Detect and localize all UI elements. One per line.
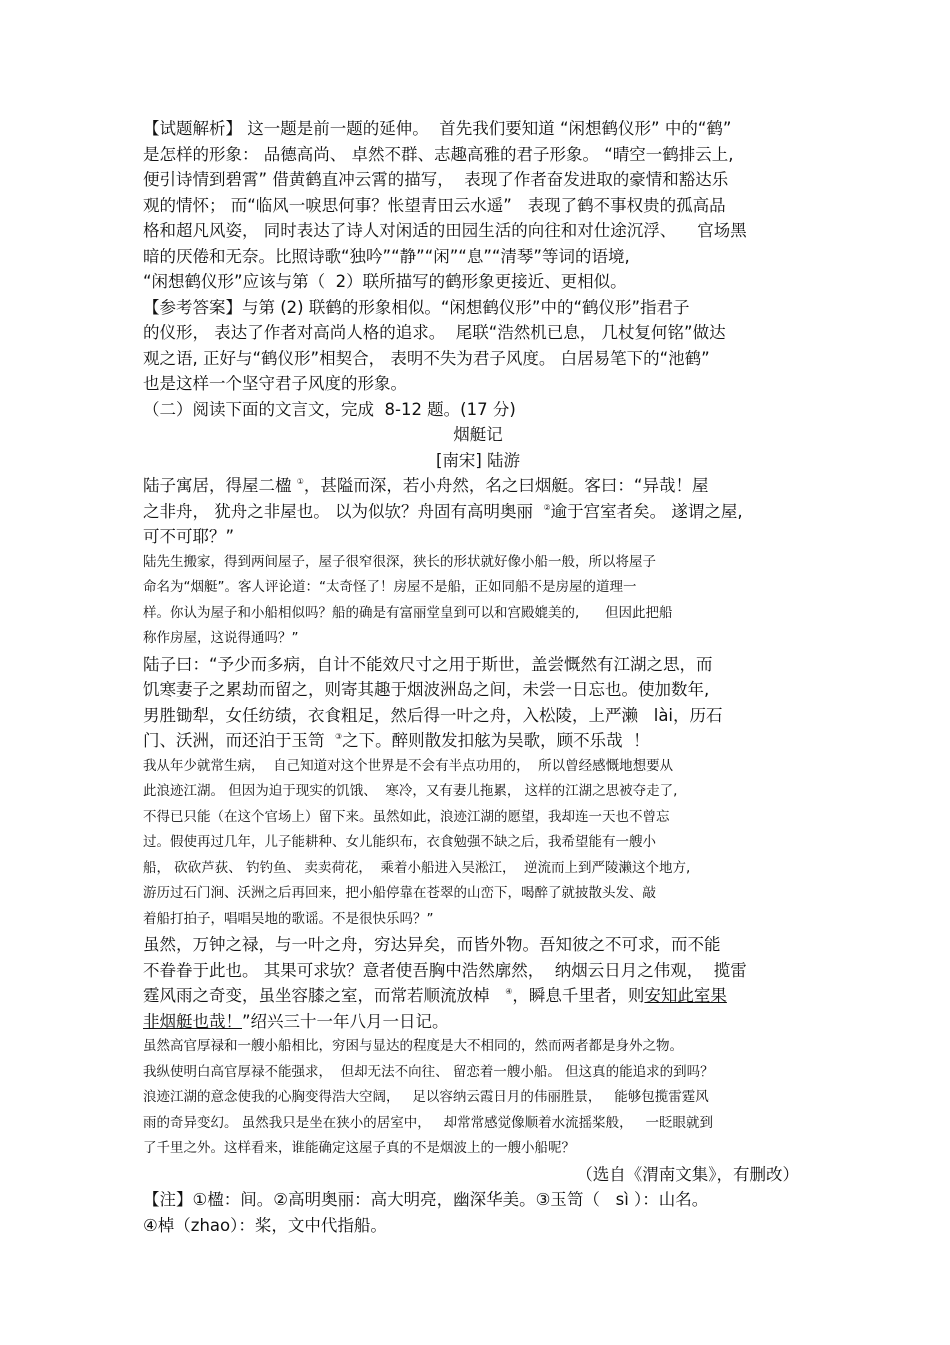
original-line: 虽然，万钟之禄，与一叶之舟，穷达异矣，而皆外物。吾知彼之不可求，而不能 [143,935,721,954]
translation-line: 游历过石门涧、沃洲之后再回来，把小船停靠在苍翠的山峦下，喝醉了就披散头发、敲 [143,885,656,901]
translation-paragraph-2 [143,754,813,933]
translation-line: 此浪迹江湖。 但因为迫于现实的饥饿、 寒冷，又有妻儿拖累， 这样的江湖之思被夺走了, [143,783,678,799]
analysis-line: “闲想鹤仪形”应该与第（ 2）联所描写的鹤形象更接近、更相似。 [143,272,627,291]
translation-line: 陆先生搬家，得到两间屋子，屋子很窄很深，狭长的形状就好像小船一般，所以将屋子 [143,553,656,570]
translation-line: 过。假使再过几年，儿子能耕种、女儿能织布，衣食勉强不缺之后，我希望能有一艘小 [143,834,656,850]
analysis-line: 观的情怀； 而“临风一唳思何事？怅望青田云水遥” 表现了鹤不事权贵的孤高品 [143,195,726,215]
answer-line: 观之语, 正好与“鹤仪形”相契合， 表明不失为君子风度。 白居易笔下的“池鹤” [143,348,710,368]
analysis-line: 便引诗情到碧霄” 借黄鹤直冲云霄的描写， 表现了作者奋发进取的豪情和豁达乐 [143,170,729,189]
answer-block [143,295,813,397]
document-page [143,116,813,1238]
translation-line: 我从年少就常生病， 自己知道对这个世界是不会有半点功用的， 所以曾经感慨地想要从 [143,757,674,774]
translation-line: 船， 砍砍芦荻、 钓钓鱼、 卖卖荷花， 乘着小船进入吴淞江， 逆流而上到严陵濑这个地方, [143,859,691,876]
analysis-line: 格和超凡风姿， 同时表达了诗人对闲适的田园生活的向往和对仕途沉浮、 官场黑 [143,221,747,240]
original-line: 陆子寓居，得屋二楹 ①，甚隘而深，若小舟然，名之曰烟艇。客曰：“异哉！屋 [143,476,709,495]
translation-line: 样。你认为屋子和小船相似吗？船的确是有富丽堂皇到可以和宫殿媲美的, 但因此把船 [143,604,673,621]
analysis-line: 【试题解析】 这一题是前一题的延伸。 首先我们要知道 “闲想鹤仪形” 中的“鹤” [143,119,732,138]
original-line: 门、沃洲，而还泊于玉笥 ③之下。醉则散发扣舷为吴歌，顾不乐哉 ！ [143,731,650,750]
footnote-marker: ④ [505,987,513,996]
translation-paragraph-1 [143,550,813,652]
translation-line: 了千里之外。这样看来，谁能确定这屋子真的不是烟波上的一艘小船呢？ [143,1140,575,1156]
original-line: 男胜锄犁，女任纺绩，衣食粗足，然后得一叶之舟，入松陵，上严濑 lài，历石 [143,705,723,725]
original-line: 之非舟， 犹舟之非屋也。 以为似欤？舟固有高明奥丽 ②逾于宫室者矣。 遂谓之屋, [143,501,743,521]
translation-line: 雨的奇异变幻。 虽然我只是坐在狭小的居室中， 却常常感觉像顺着水流摇桨般， 一眨眼就到 [143,1114,714,1131]
translation-line: 浪迹江湖的意念使我的心胸变得浩大空阔， 足以容纳云霞日月的伟丽胜景， 能够包揽雷霆风 [143,1089,709,1105]
translation-line: 不得已只能（在这个官场上）留下来。虽然如此，浪迹江湖的愿望，我却连一天也不曾忘 [143,808,670,825]
translation-line: 命名为“烟艇”。客人评论道：“太奇怪了！房屋不是船，正如同船不是房屋的道理一 [143,579,637,595]
footnote-line: ④棹（zhao）：桨，文中代指船。 [143,1215,387,1235]
original-line: 饥寒妻子之累劫而留之，则寄其趣于烟波洲岛之间，未尝一日忘也。使加数年, [143,680,710,699]
section-heading: （二）阅读下面的文言文，完成 8-12 题。(17 分) [143,399,516,419]
translation-line: 我纵使明白高官厚禄不能强求， 但却无法不向往、 留恋着一艘小船。 但这真的能追求的到吗？ [143,1063,714,1080]
original-line: 非烟艇也哉！”绍兴三十一年八月一日记。 [143,1011,449,1031]
original-line: 可不可耶？” [143,527,235,546]
footnote-line: 【注】①楹：间。②高明奥丽：高大明亮，幽深华美。③玉笥（ sì ）：山名。 [143,1190,709,1209]
original-line: 霆风雨之奇变，虽坐容膝之室，而常若顺流放棹 ④，瞬息千里者，则安知此室果 [143,986,727,1005]
essay-author: [南宋] 陆游 [435,450,521,470]
original-paragraph-2 [143,652,813,754]
translation-line: 着船打拍子，唱唱吴地的歌谣。不是很快乐吗？” [143,910,434,927]
essay-title: 烟艇记 [453,425,503,444]
translation-line: 虽然高官厚禄和一艘小船相比，穷困与显达的程度是大不相同的，然而两者都是身外之物。 [143,1038,683,1054]
analysis-line: 是怎样的形象： 品德高尚、 卓然不群、志趣高雅的君子形象。 “晴空一鹤排云上, [143,144,734,164]
translation-line: 称作房屋，这说得通吗？” [143,630,299,646]
underlined-phrase: 安知此室果 [644,986,727,1005]
original-line: 不眷眷于此也。 其果可求欤？意者使吾胸中浩然廓然， 纳烟云日月之伟观， 揽雷 [143,960,747,980]
analysis-block [143,116,813,295]
footnote-marker: ③ [335,732,343,741]
translation-paragraph-3 [143,1034,813,1162]
answer-line: 【参考答案】与第 (2) 联鹤的形象相似。“闲想鹤仪形”中的“鹤仪形”指君子 [143,297,690,317]
footnote-marker: ① [296,477,304,486]
analysis-line: 暗的厌倦和无奈。比照诗歌“独吟”“静”“闲”“息”“清琴”等词的语境, [143,246,630,266]
footnotes [143,1187,813,1238]
answer-line: 的仪形， 表达了作者对高尚人格的追求。 尾联“浩然机已息， 几杖复何铭”做达 [143,323,726,342]
underlined-phrase: 非烟艇也哉！ [143,1011,242,1031]
original-line: 陆子曰：“予少而多病，自计不能效尺寸之用于斯世，盖尝慨然有江湖之思，而 [143,654,713,674]
source-citation: （选自《渭南文集》，有删改） [576,1164,799,1184]
answer-line: 也是这样一个坚守君子风度的形象。 [143,374,407,393]
original-paragraph-1 [143,473,813,550]
footnote-marker: ② [543,502,551,512]
original-paragraph-3 [143,932,813,1034]
